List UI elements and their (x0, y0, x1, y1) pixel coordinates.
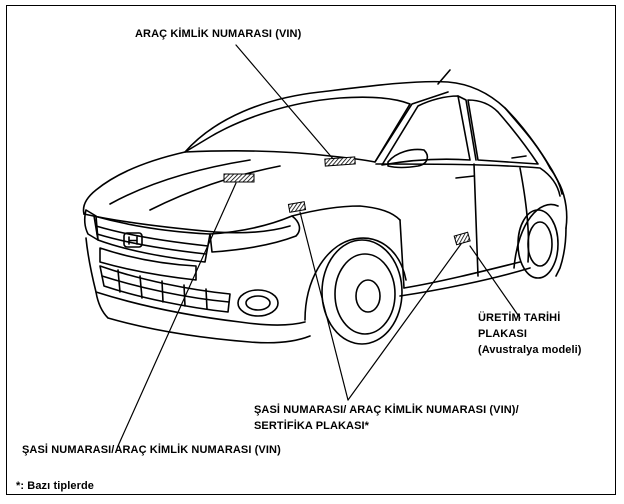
label-top-vin: ARAÇ KİMLİK NUMARASI (VIN) (135, 28, 302, 40)
hood-front-edge (84, 214, 290, 233)
rear-window (468, 100, 538, 164)
label-production-line2: PLAKASI (478, 328, 527, 340)
vin-plate-hood (224, 174, 254, 182)
front-wheel-arch (305, 238, 406, 320)
label-chassis-cert-line2: SERTİFİKA PLAKASI* (254, 420, 370, 432)
callout-cert-a (300, 212, 348, 400)
callout-top-vin (236, 45, 334, 160)
front-door-handle (456, 176, 474, 178)
label-production-line1: ÜRETİM TARİHİ (478, 312, 561, 324)
hood-outline (84, 152, 186, 214)
windshield (185, 97, 410, 162)
side-lower (400, 268, 530, 296)
vin-plate-windshield (325, 157, 355, 166)
footnote: *: Bazı tiplerde (16, 480, 95, 492)
door-divider (474, 164, 478, 276)
label-chassis-vin-bottom: ŞASİ NUMARASI/ARAÇ KİMLİK NUMARASI (VIN) (22, 444, 281, 456)
production-plate (454, 232, 470, 245)
fog-light (238, 290, 278, 316)
label-chassis-cert-line1: ŞASİ NUMARASI/ ARAÇ KİMLİK NUMARASI (VIN)/ (254, 404, 519, 416)
side-shoulder (376, 164, 560, 196)
license-plate-area (100, 248, 196, 280)
right-headlight (210, 216, 299, 252)
roof-outline (185, 82, 550, 168)
front-fender (292, 206, 400, 220)
trunk-edge (550, 168, 562, 194)
front-wheel (322, 240, 402, 344)
callout-cert-b (348, 244, 461, 400)
rear-door-handle (512, 156, 526, 158)
a-pillar (375, 92, 448, 162)
label-production-line3: (Avustralya modeli) (478, 344, 582, 356)
label-production-plate (478, 310, 582, 358)
label-chassis-cert (254, 402, 519, 434)
hood-crease-center (150, 166, 280, 210)
vin-plate-fender (288, 202, 305, 213)
